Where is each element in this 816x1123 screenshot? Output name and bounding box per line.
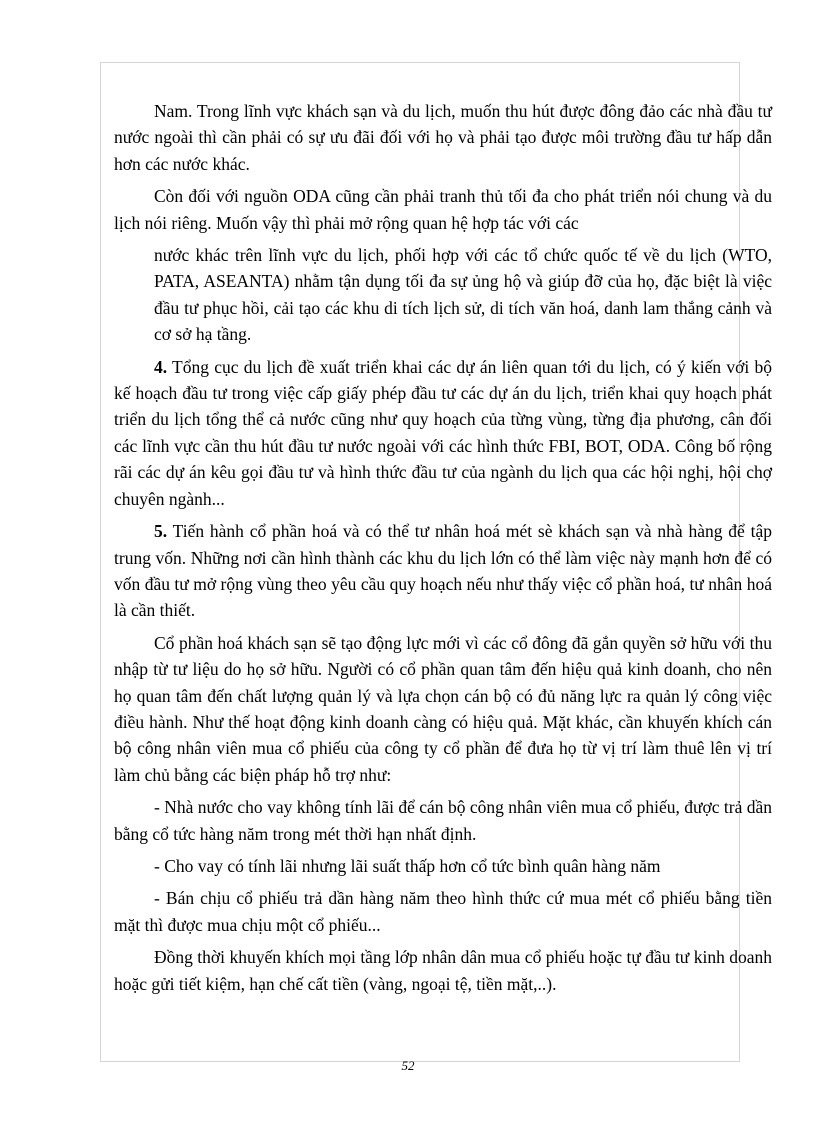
document-body <box>114 98 772 1003</box>
paragraph: Cổ phần hoá khách sạn sẽ tạo động lực mới vì các cổ đông đã gắn quyền sở hữu với thu nhập từ tư liệu do họ sở hữu. Người có cổ phần quan tâm đến hiệu quả kinh doanh, cho nên họ quan tâm đến chất lượng quản lý và lựa chọn cán bộ có đủ năng lực ra quản lý công việc điều hành. Như thế hoạt động kinh doanh càng có hiệu quả. Mặt khác, cần khuyến khích cán bộ công nhân viên mua cổ phiếu của công ty cổ phần để đưa họ từ vị trí làm thuê lên vị trí làm chủ bằng các biện pháp hỗ trợ như: <box>114 632 772 785</box>
paragraph: Nam. Trong lĩnh vực khách sạn và du lịch, muốn thu hút được đông đảo các nhà đầu tư nước ngoài thì cần phải có sự ưu đãi đối với họ và phải tạo được môi trường đầu tư hấp dẫn hơn các nước khác. <box>114 101 772 174</box>
item-number: 4. <box>154 356 168 377</box>
numbered-paragraph <box>114 354 772 512</box>
list-item: - Cho vay có tính lãi nhưng lãi suất thấp hơn cổ tức bình quân hàng năm <box>154 855 661 876</box>
paragraph-text: Tổng cục du lịch đề xuất triển khai các dự án liên quan tới du lịch, có ý kiến với bộ kế hoạch đầu tư trong việc cấp giấy phép đầu tư các dự án du lịch, triển khai quy hoạch phát triển du lịch tổng thể cả nước cũng như quy hoạch của từng vùng, từng địa phương, cân đối các lĩnh vực cần thu hút đầu tư nước ngoài với các hình thức FBI, BOT, ODA. Công bố rộng rãi các dự án kêu gọi đầu tư và hình thức đầu tư của ngành du lịch qua các hội nghị, hội chợ chuyên ngành... <box>114 356 772 509</box>
numbered-paragraph <box>114 518 772 624</box>
paragraph: nước khác trên lĩnh vực du lịch, phối hợp với các tổ chức quốc tế về du lịch (WTO, PATA, ASEANTA) nhằm tận dụng tối đa sự ủng hộ và giúp đỡ của họ, đặc biệt là việc đầu tư phục hồi, cải tạo các khu di tích lịch sử, di tích văn hoá, danh lam thắng cảnh và cơ sở hạ tầng. <box>154 245 772 345</box>
paragraph-text: Tiến hành cổ phần hoá và có thể tư nhân hoá mét sè khách sạn và nhà hàng để tập trung vốn. Những nơi cần hình thành các khu du lịch lớn có thể làm việc này mạnh hơn để có vốn đầu tư mở rộng vùng theo yêu cầu quy hoạch nếu như thấy việc cổ phần hoá, tư nhân hoá là cần thiết. <box>114 521 772 621</box>
paragraph: Đồng thời khuyến khích mọi tầng lớp nhân dân mua cổ phiếu hoặc tự đầu tư kinh doanh hoặc gửi tiết kiệm, hạn chế cất tiền (vàng, ngoại tệ, tiền mặt,..). <box>114 947 772 994</box>
page-number: 52 <box>401 1058 415 1073</box>
list-item: - Bán chịu cổ phiếu trả dần hàng năm theo hình thức cứ mua mét cổ phiếu bằng tiền mặt thì được mua chịu một cổ phiếu... <box>114 888 772 935</box>
paragraph: Còn đối với nguồn ODA cũng cần phải tranh thủ tối đa cho phát triển nói chung và du lịch nói riêng. Muốn vậy thì phải mở rộng quan hệ hợp tác với các <box>114 186 772 233</box>
list-item: - Nhà nước cho vay không tính lãi để cán bộ công nhân viên mua cổ phiếu, được trả dần bằng cổ tức hàng năm trong mét thời hạn nhất định. <box>114 797 772 844</box>
item-number: 5. <box>154 521 168 542</box>
